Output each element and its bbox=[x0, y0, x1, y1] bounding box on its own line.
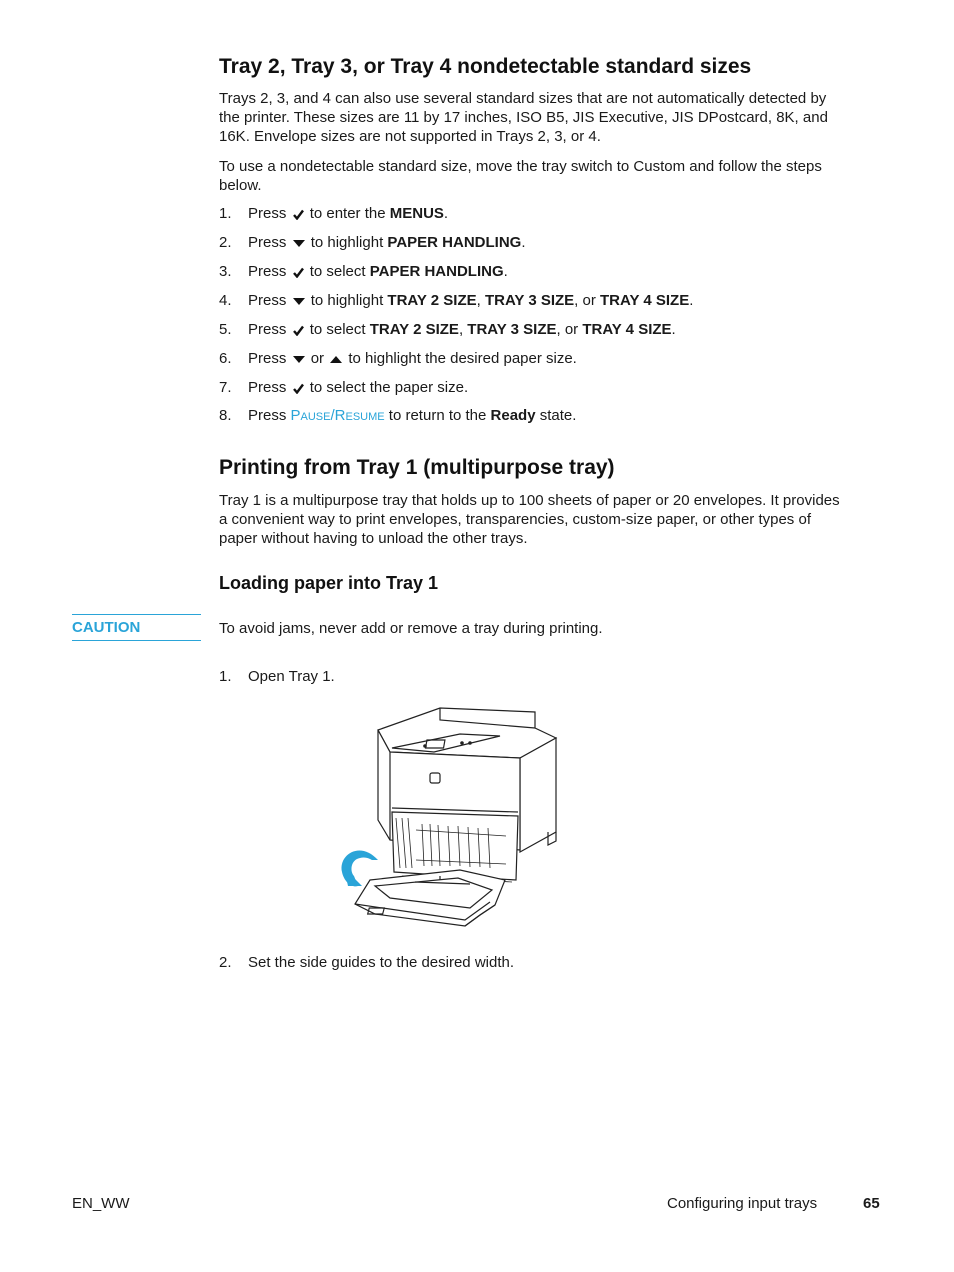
step-number: 5. bbox=[219, 321, 232, 338]
step-text: or bbox=[310, 350, 325, 367]
menu-name: TRAY 4 SIZE bbox=[600, 292, 690, 309]
step-text: to select bbox=[309, 321, 366, 338]
up-arrow-button-icon bbox=[330, 355, 342, 364]
step-text: to enter the bbox=[309, 205, 386, 222]
paragraph-line: 16K. Envelope sizes are not supported in Trays 2, 3, or 4. bbox=[219, 128, 601, 145]
step-8 bbox=[219, 406, 576, 427]
step-text: Press bbox=[248, 292, 287, 309]
step-text: state. bbox=[539, 407, 577, 424]
paragraph-line: below. bbox=[219, 177, 262, 194]
menu-name: MENUS bbox=[389, 205, 444, 222]
paragraph-line: Tray 1 is a multipurpose tray that holds up to 100 sheets of paper or 20 envelopes. It provides bbox=[219, 492, 840, 509]
step-text: to highlight bbox=[310, 234, 384, 251]
check-button-icon bbox=[293, 267, 304, 278]
subsection-heading-loading: Loading paper into Tray 1 bbox=[219, 573, 439, 593]
menu-name: PAPER HANDLING bbox=[387, 234, 522, 251]
step-text: to select bbox=[309, 263, 366, 280]
step-number: 1. bbox=[219, 205, 232, 222]
check-button-icon bbox=[293, 209, 304, 220]
sc-part: ESUME bbox=[345, 411, 385, 423]
custom-switch-paragraph bbox=[219, 157, 899, 195]
paragraph-line: a convenient way to print envelopes, transparencies, custom-size paper, or other types of bbox=[219, 511, 811, 528]
step-text: to select the paper size. bbox=[309, 379, 469, 396]
step-3 bbox=[219, 262, 508, 281]
paragraph-line: To use a nondetectable standard size, move the tray switch to Custom and follow the steps bbox=[219, 158, 822, 175]
step-number: 3. bbox=[219, 263, 232, 280]
step-text: Press bbox=[248, 205, 287, 222]
step-text: Press bbox=[248, 321, 287, 338]
punct: . bbox=[689, 292, 694, 309]
caution-label: CAUTION bbox=[72, 619, 141, 636]
step-text: to highlight the desired paper size. bbox=[348, 350, 577, 367]
down-arrow-button-icon bbox=[293, 239, 305, 248]
step-text: Press bbox=[248, 350, 287, 367]
punct: , bbox=[458, 321, 468, 338]
punct: . bbox=[503, 263, 508, 280]
footer-section-title: Configuring input trays bbox=[667, 1195, 818, 1212]
caution-text: To avoid jams, never add or remove a tray during printing. bbox=[219, 620, 603, 637]
printer-illustration bbox=[330, 700, 570, 945]
sc-part: AUSE bbox=[300, 411, 331, 423]
menu-name: TRAY 2 SIZE bbox=[387, 292, 477, 309]
section-heading-tray1: Printing from Tray 1 (multipurpose tray) bbox=[219, 456, 615, 479]
step-7 bbox=[219, 378, 468, 397]
paragraph-line: the printer. These sizes are 11 by 17 inches, ISO B5, JIS Executive, JIS DPostcard, 8K, and bbox=[219, 109, 828, 126]
step-number: 4. bbox=[219, 292, 232, 309]
state-name: Ready bbox=[490, 407, 536, 424]
punct: . bbox=[521, 234, 526, 251]
punct: , or bbox=[556, 321, 583, 338]
step-text: to return to the bbox=[388, 407, 487, 424]
step-1 bbox=[219, 204, 448, 223]
check-button-icon bbox=[293, 325, 304, 336]
menu-name: TRAY 3 SIZE bbox=[484, 292, 575, 309]
step-text: Press bbox=[248, 234, 287, 251]
step-text: to highlight bbox=[310, 292, 384, 309]
sc-part: P bbox=[290, 407, 301, 424]
punct: . bbox=[443, 205, 449, 222]
punct: , bbox=[476, 292, 485, 309]
intro-paragraph bbox=[219, 89, 899, 146]
step-6 bbox=[219, 349, 577, 368]
menu-name: PAPER HANDLING bbox=[369, 263, 504, 280]
step-2 bbox=[219, 233, 526, 252]
step-number: 2. bbox=[219, 234, 232, 251]
step-text: Press bbox=[248, 379, 287, 396]
step-number: 7. bbox=[219, 379, 232, 396]
pause-resume-button-name bbox=[291, 407, 385, 424]
punct: , or bbox=[574, 292, 601, 309]
step-number: 1. bbox=[219, 668, 232, 685]
section-heading-nondetectable-sizes: Tray 2, Tray 3, or Tray 4 nondetectable standard sizes bbox=[219, 55, 752, 78]
page-number: 65 bbox=[863, 1195, 880, 1212]
step-4 bbox=[219, 291, 693, 310]
footer-left: EN_WW bbox=[72, 1195, 130, 1212]
caution-rule-bottom bbox=[72, 640, 201, 641]
menu-name: TRAY 3 SIZE bbox=[467, 321, 557, 338]
step-number: 2. bbox=[219, 954, 232, 971]
step-open-tray bbox=[219, 667, 335, 686]
tray1-paragraph bbox=[219, 491, 899, 548]
paragraph-line: paper without having to unload the other trays. bbox=[219, 530, 528, 547]
down-arrow-button-icon bbox=[293, 355, 305, 364]
check-button-icon bbox=[293, 383, 304, 394]
punct: . bbox=[671, 321, 676, 338]
step-5 bbox=[219, 320, 676, 339]
menu-name: TRAY 2 SIZE bbox=[369, 321, 459, 338]
menu-name: TRAY 4 SIZE bbox=[582, 321, 672, 338]
step-number: 8. bbox=[219, 407, 232, 424]
step-text: Set the side guides to the desired width. bbox=[248, 954, 515, 971]
sc-part: /R bbox=[330, 407, 346, 424]
step-text: Open Tray 1. bbox=[248, 668, 335, 685]
step-text: Press bbox=[248, 407, 287, 424]
down-arrow-button-icon bbox=[293, 297, 305, 306]
step-text: Press bbox=[248, 263, 287, 280]
caution-rule-top bbox=[72, 614, 201, 615]
step-side-guides bbox=[219, 953, 514, 972]
step-number: 6. bbox=[219, 350, 232, 367]
paragraph-line: Trays 2, 3, and 4 can also use several standard sizes that are not automatically detected by bbox=[219, 90, 827, 107]
